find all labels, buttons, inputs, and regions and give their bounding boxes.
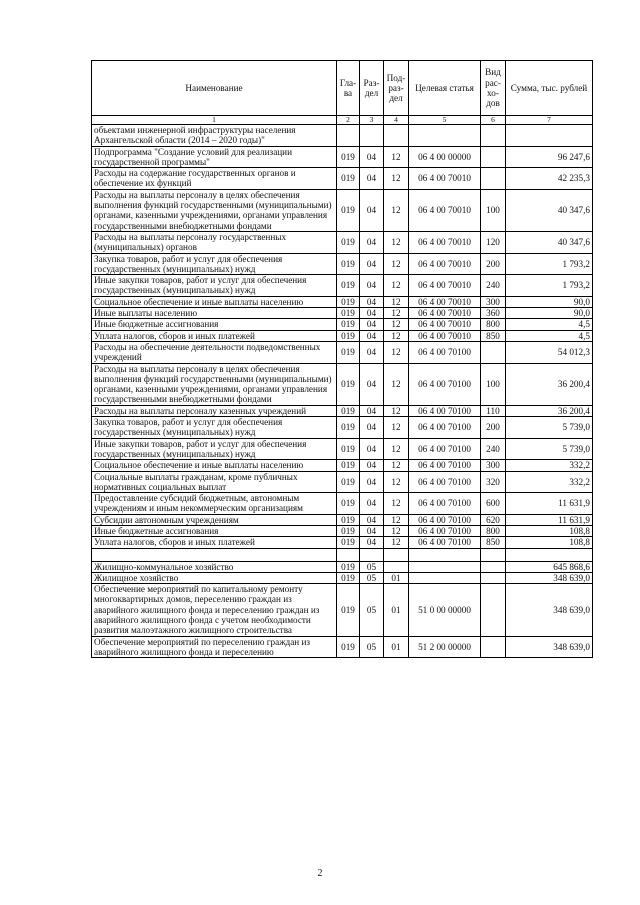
cell-statya: 06 4 00 70100 [409, 471, 481, 493]
cell-summa [506, 125, 593, 147]
cell-vid: 110 [481, 405, 506, 416]
cell-name: Предоставление субсидий бюджетным, автономным учреждениям и иным некоммерческим организациям [92, 493, 337, 515]
table-row [92, 168, 593, 190]
cell-podrazdel: 12 [384, 363, 409, 405]
cell-vid: 240 [481, 275, 506, 297]
header-podrazdel: Под-раз-дел [384, 61, 409, 116]
cell-vid: 300 [481, 296, 506, 307]
cell-glava: 019 [337, 438, 360, 460]
cell-razdel: 04 [360, 168, 384, 190]
cell-glava [337, 125, 360, 147]
cell-glava: 019 [337, 341, 360, 363]
table-row [92, 636, 593, 658]
cell-podrazdel: 12 [384, 275, 409, 297]
cell-vid: 200 [481, 253, 506, 275]
cell-vid: 120 [481, 231, 506, 253]
column-number: 1 [92, 116, 337, 125]
cell-summa: 5 739,0 [506, 438, 593, 460]
cell-razdel [360, 548, 384, 561]
table-row [92, 417, 593, 439]
cell-glava: 019 [337, 308, 360, 319]
cell-glava: 019 [337, 363, 360, 405]
cell-razdel: 04 [360, 189, 384, 231]
cell-summa: 54 012,3 [506, 341, 593, 363]
cell-summa: 36 200,4 [506, 363, 593, 405]
cell-vid: 240 [481, 438, 506, 460]
table-row [92, 146, 593, 168]
cell-vid: 800 [481, 525, 506, 536]
cell-summa: 4,5 [506, 330, 593, 341]
cell-name: Иные выплаты населению [92, 308, 337, 319]
table-row [92, 525, 593, 536]
cell-glava: 019 [337, 405, 360, 416]
cell-podrazdel: 12 [384, 231, 409, 253]
cell-name: Расходы на выплаты персоналу в целях обеспечения выполнения функций государственными (муниципальными) органами, казенными учреждениями, органами управления государственными внебюджетными фондами [92, 189, 337, 231]
cell-name: Обеспечение мероприятий по капитальному ремонту многоквартирных домов, переселению граждан из аварийного жилищного фонда и переселению граждан из аварийного жилищного фонда с учетом необходимости развития малоэтажного жилищного строительства [92, 584, 337, 636]
table-row [92, 125, 593, 147]
cell-summa: 348 639,0 [506, 572, 593, 583]
cell-podrazdel: 12 [384, 514, 409, 525]
cell-glava: 019 [337, 275, 360, 297]
table-row [92, 460, 593, 471]
table-row [92, 584, 593, 636]
cell-glava: 019 [337, 296, 360, 307]
header-summa: Сумма, тыс. рублей [506, 61, 593, 116]
table-row [92, 514, 593, 525]
cell-summa: 36 200,4 [506, 405, 593, 416]
cell-podrazdel: 12 [384, 296, 409, 307]
table-row [92, 308, 593, 319]
cell-glava [337, 548, 360, 561]
cell-podrazdel: 12 [384, 438, 409, 460]
cell-vid [481, 341, 506, 363]
column-number: 5 [409, 116, 481, 125]
column-number-row [92, 116, 593, 125]
cell-name: Подпрограмма "Создание условий для реализации государственной программы" [92, 146, 337, 168]
cell-name: Уплата налогов, сборов и иных платежей [92, 537, 337, 548]
cell-summa: 108,8 [506, 525, 593, 536]
column-number: 6 [481, 116, 506, 125]
cell-vid: 100 [481, 363, 506, 405]
cell-summa: 40 347,6 [506, 189, 593, 231]
cell-glava: 019 [337, 537, 360, 548]
budget-table-container [91, 60, 592, 658]
cell-name: объектами инженерной инфраструктуры населения Архангельской области (2014 – 2020 годы)" [92, 125, 337, 147]
cell-podrazdel: 12 [384, 460, 409, 471]
cell-podrazdel: 12 [384, 330, 409, 341]
cell-vid: 200 [481, 417, 506, 439]
cell-glava: 019 [337, 636, 360, 658]
cell-glava: 019 [337, 493, 360, 515]
budget-table [91, 60, 593, 658]
cell-razdel: 04 [360, 417, 384, 439]
cell-statya: 06 4 00 00000 [409, 146, 481, 168]
cell-razdel: 05 [360, 561, 384, 572]
table-row [92, 330, 593, 341]
table-row [92, 341, 593, 363]
cell-name: Социальные выплаты гражданам, кроме публичных нормативных социальных выплат [92, 471, 337, 493]
page-number: 2 [317, 868, 323, 879]
cell-razdel: 04 [360, 525, 384, 536]
cell-razdel: 05 [360, 636, 384, 658]
cell-statya: 06 4 00 70100 [409, 460, 481, 471]
cell-vid [481, 584, 506, 636]
cell-glava: 019 [337, 417, 360, 439]
cell-name: Жилищно-коммунальное хозяйство [92, 561, 337, 572]
cell-statya: 06 4 00 70010 [409, 189, 481, 231]
cell-vid: 360 [481, 308, 506, 319]
cell-statya: 06 4 00 70010 [409, 168, 481, 190]
cell-statya: 06 4 00 70100 [409, 537, 481, 548]
cell-summa: 1 793,2 [506, 253, 593, 275]
cell-podrazdel: 12 [384, 537, 409, 548]
cell-razdel: 04 [360, 460, 384, 471]
cell-razdel: 04 [360, 146, 384, 168]
cell-name: Расходы на выплаты персоналу государственных (муниципальных) органов [92, 231, 337, 253]
cell-summa: 5 739,0 [506, 417, 593, 439]
header-statya: Целевая статья [409, 61, 481, 116]
cell-vid [481, 572, 506, 583]
cell-vid [481, 168, 506, 190]
cell-podrazdel: 12 [384, 493, 409, 515]
cell-statya: 06 4 00 70010 [409, 253, 481, 275]
cell-summa [506, 548, 593, 561]
table-row [92, 471, 593, 493]
cell-glava: 019 [337, 189, 360, 231]
cell-statya: 06 4 00 70100 [409, 493, 481, 515]
table-row [92, 572, 593, 583]
cell-name: Жилищное хозяйство [92, 572, 337, 583]
cell-summa: 42 235,3 [506, 168, 593, 190]
cell-statya: 06 4 00 70010 [409, 296, 481, 307]
cell-name: Социальное обеспечение и иные выплаты населению [92, 296, 337, 307]
cell-razdel: 04 [360, 231, 384, 253]
cell-razdel: 04 [360, 296, 384, 307]
column-number: 3 [360, 116, 384, 125]
cell-razdel: 04 [360, 493, 384, 515]
cell-podrazdel: 01 [384, 584, 409, 636]
cell-statya: 06 4 00 70100 [409, 341, 481, 363]
table-row [92, 537, 593, 548]
cell-name: Закупка товаров, работ и услуг для обеспечения государственных (муниципальных) нужд [92, 417, 337, 439]
cell-statya [409, 125, 481, 147]
cell-glava: 019 [337, 561, 360, 572]
cell-vid [481, 125, 506, 147]
cell-podrazdel: 12 [384, 253, 409, 275]
table-row [92, 319, 593, 330]
cell-podrazdel: 01 [384, 636, 409, 658]
cell-vid [481, 146, 506, 168]
cell-statya: 06 4 00 70100 [409, 363, 481, 405]
header-glava: Гла-ва [337, 61, 360, 116]
cell-summa: 11 631,9 [506, 493, 593, 515]
cell-razdel: 04 [360, 537, 384, 548]
cell-razdel: 04 [360, 330, 384, 341]
header-vid: Вид рас-хо-дов [481, 61, 506, 116]
cell-razdel: 04 [360, 363, 384, 405]
cell-statya: 06 4 00 70100 [409, 514, 481, 525]
cell-statya: 06 4 00 70010 [409, 231, 481, 253]
cell-summa: 40 347,6 [506, 231, 593, 253]
table-row [92, 438, 593, 460]
cell-summa: 11 631,9 [506, 514, 593, 525]
cell-vid [481, 636, 506, 658]
cell-summa: 348 639,0 [506, 584, 593, 636]
table-row [92, 189, 593, 231]
cell-podrazdel: 12 [384, 471, 409, 493]
cell-name: Социальное обеспечение и иные выплаты населению [92, 460, 337, 471]
header-name: Наименование [92, 61, 337, 116]
table-row [92, 296, 593, 307]
table-header-row [92, 61, 593, 116]
cell-statya: 51 2 00 00000 [409, 636, 481, 658]
cell-name: Уплата налогов, сборов и иных платежей [92, 330, 337, 341]
table-row [92, 561, 593, 572]
cell-name: Иные закупки товаров, работ и услуг для обеспечения государственных (муниципальных) нужд [92, 438, 337, 460]
cell-vid: 850 [481, 537, 506, 548]
cell-vid [481, 561, 506, 572]
cell-podrazdel [384, 125, 409, 147]
cell-vid: 800 [481, 319, 506, 330]
cell-summa: 4,5 [506, 319, 593, 330]
table-row [92, 493, 593, 515]
cell-name: Расходы на выплаты персоналу казенных учреждений [92, 405, 337, 416]
cell-statya [409, 572, 481, 583]
cell-razdel: 04 [360, 275, 384, 297]
cell-podrazdel: 01 [384, 572, 409, 583]
cell-statya: 06 4 00 70100 [409, 525, 481, 536]
cell-name: Расходы на выплаты персоналу в целях обеспечения выполнения функций государственными (муниципальными) органами, казенными учреждениями, органами управления государственными внебюджетными фондами [92, 363, 337, 405]
cell-razdel: 04 [360, 319, 384, 330]
cell-summa: 96 247,6 [506, 146, 593, 168]
cell-name: Закупка товаров, работ и услуг для обеспечения государственных (муниципальных) нужд [92, 253, 337, 275]
cell-glava: 019 [337, 471, 360, 493]
column-number: 4 [384, 116, 409, 125]
cell-summa: 332,2 [506, 460, 593, 471]
cell-vid: 100 [481, 189, 506, 231]
cell-podrazdel: 12 [384, 308, 409, 319]
cell-name: Расходы на обеспечение деятельности подведомственных учреждений [92, 341, 337, 363]
cell-vid: 320 [481, 471, 506, 493]
table-row [92, 405, 593, 416]
cell-podrazdel: 12 [384, 341, 409, 363]
cell-vid: 850 [481, 330, 506, 341]
cell-razdel: 05 [360, 572, 384, 583]
cell-razdel: 04 [360, 514, 384, 525]
cell-glava: 019 [337, 584, 360, 636]
cell-statya: 06 4 00 70100 [409, 438, 481, 460]
cell-podrazdel: 12 [384, 168, 409, 190]
cell-statya: 06 4 00 70100 [409, 417, 481, 439]
cell-glava: 019 [337, 460, 360, 471]
cell-razdel: 05 [360, 584, 384, 636]
cell-razdel: 04 [360, 341, 384, 363]
cell-razdel [360, 125, 384, 147]
cell-name [92, 548, 337, 561]
table-row [92, 548, 593, 561]
column-number: 2 [337, 116, 360, 125]
cell-summa: 332,2 [506, 471, 593, 493]
cell-summa: 108,8 [506, 537, 593, 548]
table-row [92, 231, 593, 253]
cell-statya [409, 561, 481, 572]
cell-statya: 06 4 00 70010 [409, 275, 481, 297]
cell-name: Субсидии автономным учреждениям [92, 514, 337, 525]
cell-glava: 019 [337, 525, 360, 536]
cell-podrazdel [384, 561, 409, 572]
cell-podrazdel: 12 [384, 405, 409, 416]
cell-name: Расходы на содержание государственных органов и обеспечение их функций [92, 168, 337, 190]
cell-vid: 300 [481, 460, 506, 471]
cell-podrazdel: 12 [384, 189, 409, 231]
cell-name: Обеспечение мероприятий по переселению граждан из аварийного жилищного фонда и переселению [92, 636, 337, 658]
cell-razdel: 04 [360, 471, 384, 493]
cell-podrazdel: 12 [384, 319, 409, 330]
cell-podrazdel [384, 548, 409, 561]
cell-summa: 1 793,2 [506, 275, 593, 297]
cell-name: Иные бюджетные ассигнования [92, 525, 337, 536]
table-body [92, 125, 593, 658]
cell-vid: 620 [481, 514, 506, 525]
cell-podrazdel: 12 [384, 525, 409, 536]
cell-name: Иные бюджетные ассигнования [92, 319, 337, 330]
cell-glava: 019 [337, 231, 360, 253]
cell-vid: 600 [481, 493, 506, 515]
cell-razdel: 04 [360, 405, 384, 416]
cell-podrazdel: 12 [384, 417, 409, 439]
cell-razdel: 04 [360, 253, 384, 275]
column-number: 7 [506, 116, 593, 125]
cell-statya: 51 0 00 00000 [409, 584, 481, 636]
cell-statya: 06 4 00 70100 [409, 405, 481, 416]
cell-glava: 019 [337, 319, 360, 330]
cell-name: Иные закупки товаров, работ и услуг для обеспечения государственных (муниципальных) нужд [92, 275, 337, 297]
cell-statya [409, 548, 481, 561]
table-row [92, 275, 593, 297]
cell-glava: 019 [337, 330, 360, 341]
cell-razdel: 04 [360, 308, 384, 319]
cell-glava: 019 [337, 168, 360, 190]
header-razdel: Раз-дел [360, 61, 384, 116]
table-row [92, 253, 593, 275]
table-row [92, 363, 593, 405]
cell-summa: 90,0 [506, 296, 593, 307]
cell-vid [481, 548, 506, 561]
cell-statya: 06 4 00 70010 [409, 330, 481, 341]
cell-glava: 019 [337, 146, 360, 168]
cell-razdel: 04 [360, 438, 384, 460]
cell-summa: 645 868,6 [506, 561, 593, 572]
cell-glava: 019 [337, 514, 360, 525]
cell-glava: 019 [337, 253, 360, 275]
cell-statya: 06 4 00 70010 [409, 308, 481, 319]
cell-summa: 90,0 [506, 308, 593, 319]
cell-statya: 06 4 00 70010 [409, 319, 481, 330]
cell-podrazdel: 12 [384, 146, 409, 168]
cell-summa: 348 639,0 [506, 636, 593, 658]
cell-glava: 019 [337, 572, 360, 583]
